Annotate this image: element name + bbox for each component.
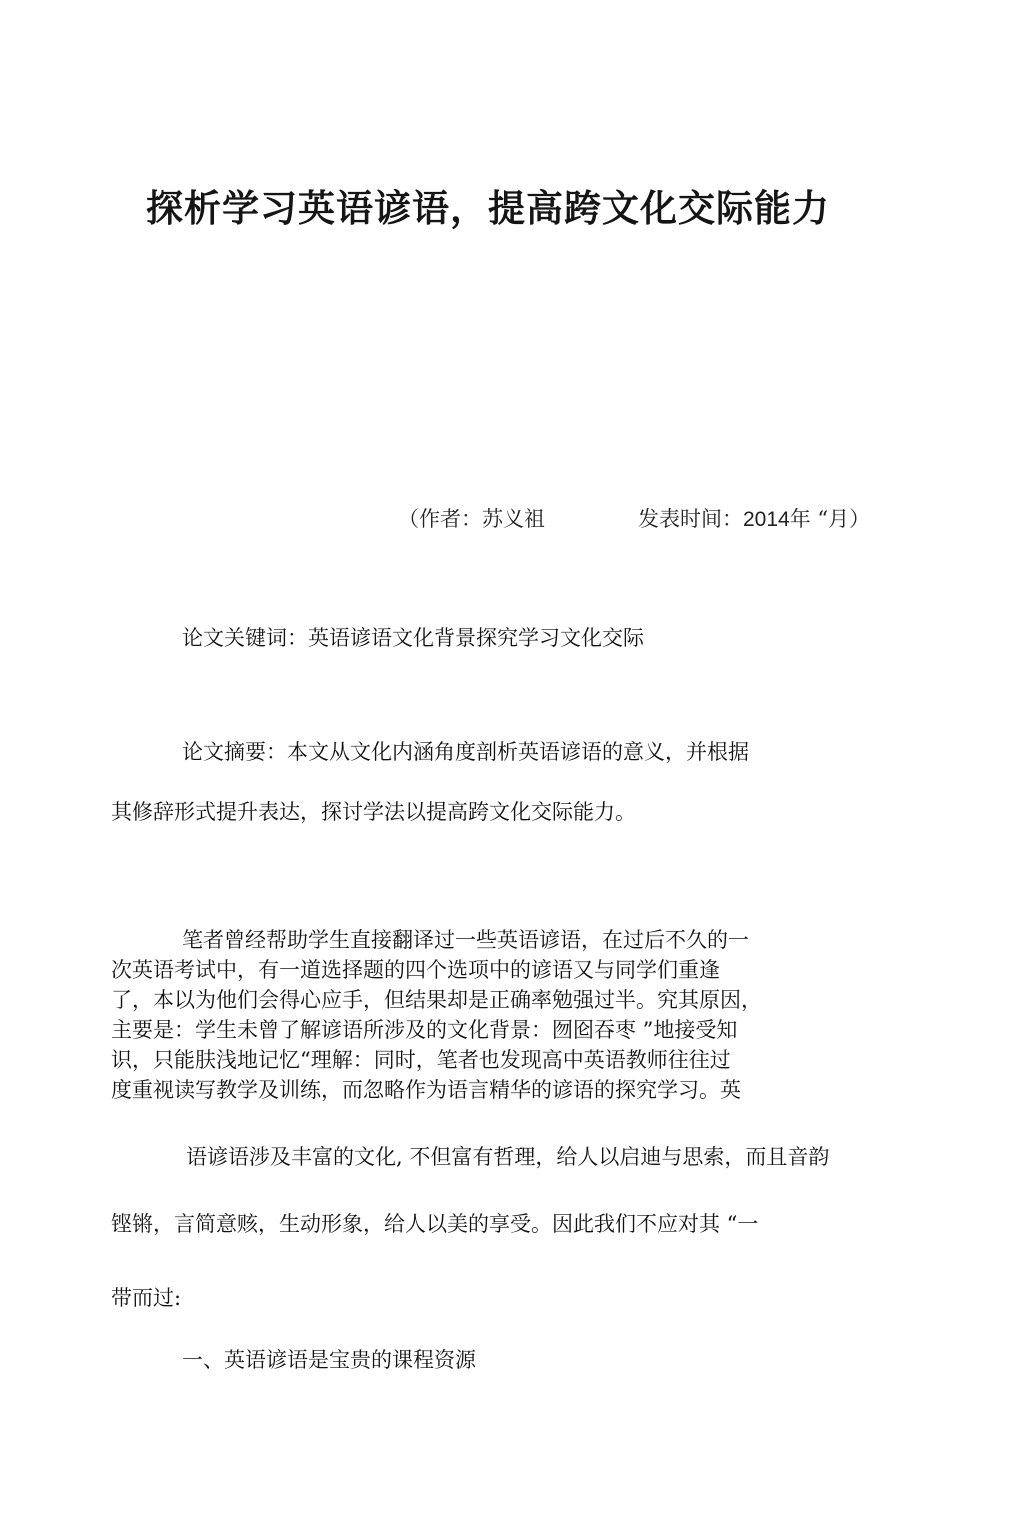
body-paragraph-line: 次英语考试中，有一道选择题的四个选项中的谚语又与同学们重逢: [111, 958, 720, 982]
body-paragraph-line: 识，只能肤浅地记忆“理解：同时，笔者也发现高中英语教师往往过: [111, 1048, 731, 1072]
body-paragraph-line: 了，本以为他们会得心应手，但结果却是正确率勉强过半。究其原因，: [111, 988, 762, 1012]
body-paragraph-line: 主要是：学生未曾了解谚语所涉及的文化背景：囫囵吞枣 ”地接受知: [111, 1018, 738, 1042]
paragraph-continued-line-3: 带而过:: [111, 1286, 182, 1310]
abstract-line-1: 论文摘要：本文从文化内涵角度剖析英语谚语的意义，并根据: [182, 740, 749, 764]
document-title: 探析学习英语谚语，提高跨文化交际能力: [146, 187, 830, 230]
byline-date-suffix: 年 “月）: [789, 507, 871, 531]
byline-date: [638, 503, 870, 533]
section-heading: 一、英语谚语是宝贵的课程资源: [182, 1348, 476, 1372]
paragraph-continued-line-1: 语谚语涉及丰富的文化, 不但富有哲理，给人以启迪与思索，而且音韵: [186, 1145, 830, 1169]
byline-date-prefix: 发表时间：: [638, 507, 743, 531]
body-paragraph-line: 笔者曾经帮助学生直接翻译过一些英语谚语，在过后不久的一: [182, 928, 749, 952]
abstract-line-2: 其修辞形式提升表达，探讨学法以提高跨文化交际能力。: [111, 800, 636, 824]
paragraph-continued-line-2: 铿锵，言简意赅，生动形象，给人以美的享受。因此我们不应对其 “一: [111, 1212, 759, 1236]
byline-year: 2014: [743, 508, 790, 531]
byline-author: （作者：苏义祖: [398, 507, 545, 531]
body-paragraph-line: 度重视读写教学及训练，而忽略作为语言精华的谚语的探究学习。英: [111, 1078, 741, 1102]
keywords-line: 论文关键词：英语谚语文化背景探究学习文化交际: [182, 626, 644, 650]
